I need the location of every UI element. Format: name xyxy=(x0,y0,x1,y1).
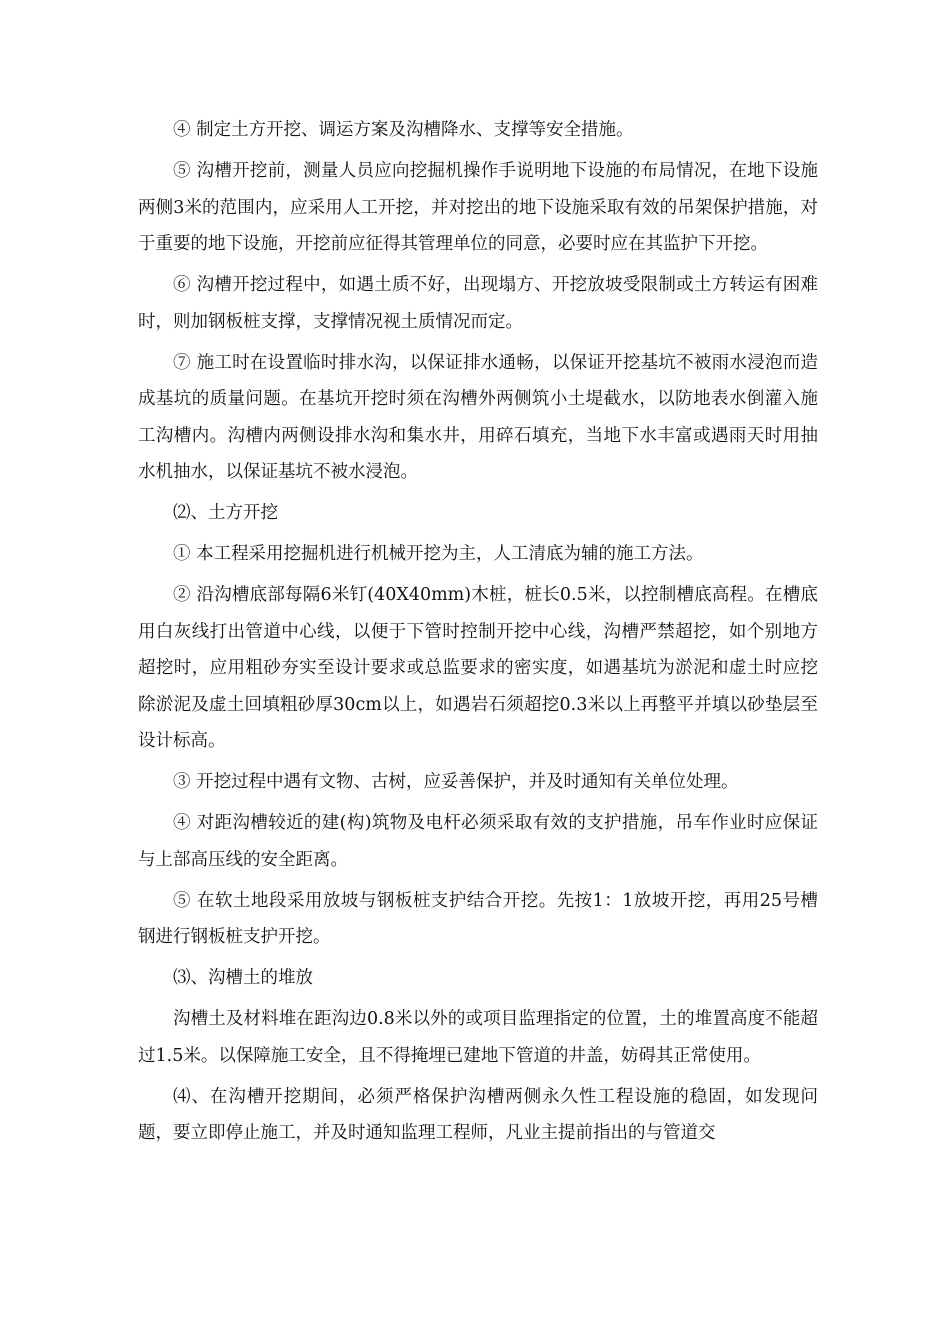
paragraph-excavation-method: ① 本工程采用挖掘机进行机械开挖为主，人工清底为辅的施工方法。 xyxy=(173,544,704,564)
paragraph-underground-facilities: ⑤ 沟槽开挖前，测量人员应向挖掘机操作手说明地下设施的布局情况，在地下设施两侧3米的范围内，应采用人工开挖，并对挖出的地下设施采取有效的吊架保护措施，对于重要的地下设施，开挖前应征得其管理单位的同意，必要时应在其监护下开挖。 xyxy=(138,161,818,254)
paragraph-protection: ⑷、在沟槽开挖期间，必须严格保护沟槽两侧永久性工程设施的稳固，如发现问题，要立即停止施工，并及时通知监理工程师，凡业主提前指出的与管道交 xyxy=(138,1086,818,1143)
paragraph-safety-measures: ④ 制定土方开挖、调运方案及沟槽降水、支撑等安全措施。 xyxy=(173,120,634,140)
paragraph-drainage: ⑦ 施工时在设置临时排水沟，以保证排水通畅，以保证开挖基坑不被雨水浸泡而造成基坑的质量问题。在基坑开挖时须在沟槽外两侧筑小土堤截水，以防地表水倒灌入施工沟槽内。沟槽内两侧设排水沟和集水井，用碎石填充，当地下水丰富或遇雨天时用抽水机抽水，以保证基坑不被水浸泡。 xyxy=(138,352,818,482)
paragraph-soft-soil: ⑤ 在软土地段采用放坡与钢板桩支护结合开挖。先按1：1放坡开挖，再用25号槽钢进行钢板桩支护开挖。 xyxy=(138,890,818,947)
section-heading-spoil: ⑶、沟槽土的堆放 xyxy=(173,968,313,988)
paragraph-collapse-support: ⑥ 沟槽开挖过程中，如遇土质不好，出现塌方、开挖放坡受限制或土方转运有困难时，则加钢板桩支撑，支撑情况视土质情况而定。 xyxy=(138,275,818,332)
paragraph-stakes-overexcavation: ② 沿沟槽底部每隔6米钉(40X40mm)木桩，桩长0.5米，以控制槽底高程。在槽底用白灰线打出管道中心线，以便于下管时控制开挖中心线，沟槽严禁超挖，如个别地方超挖时，应用粗砂夯实至设计要求或总监要求的密实度，如遇基坑为淤泥和虚土时应挖除淤泥及虚土回填粗砂厚30cm以上，如遇岩石须超挖0.3米以上再整平并填以砂垫层至设计标高。 xyxy=(138,585,818,751)
paragraph-nearby-structures: ④ 对距沟槽较近的建(构)筑物及电杆必须采取有效的支护措施，吊车作业时应保证与上部高压线的安全距离。 xyxy=(138,813,818,870)
document-body xyxy=(138,112,818,1156)
section-heading-earthwork: ⑵、土方开挖 xyxy=(173,503,278,523)
paragraph-relics: ③ 开挖过程中遇有文物、古树，应妥善保护，并及时通知有关单位处理。 xyxy=(173,772,739,792)
paragraph-spoil-placement: 沟槽土及材料堆在距沟边0.8米以外的或项目监理指定的位置，土的堆置高度不能超过1.5米。以保障施工安全，且不得掩埋已建地下管道的井盖，妨碍其正常使用。 xyxy=(138,1009,818,1066)
